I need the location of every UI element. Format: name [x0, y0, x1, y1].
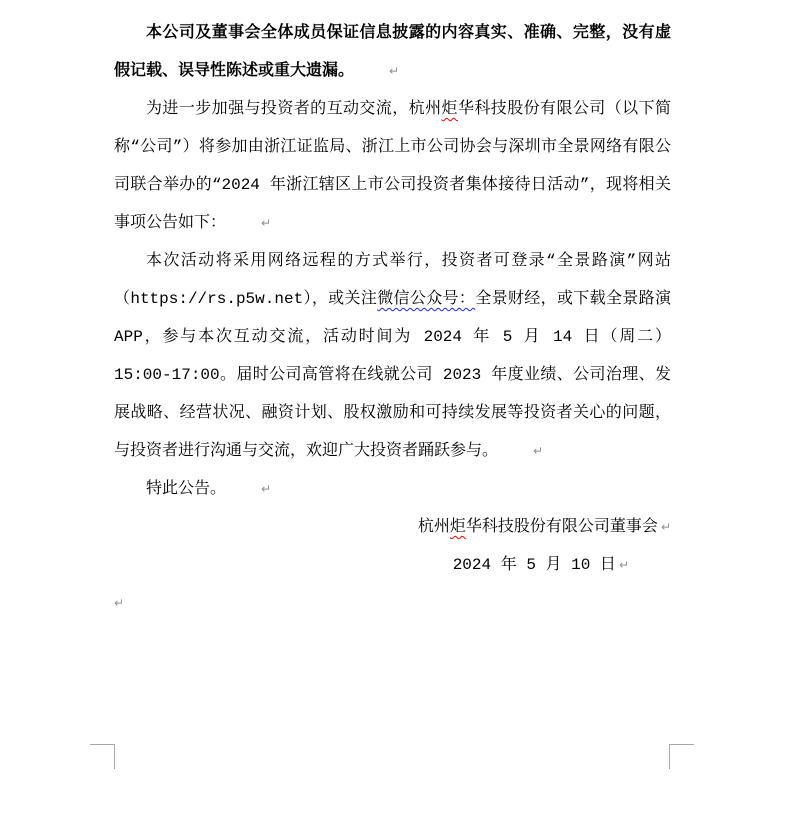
details-text-post: 全景财经，或下载全景路演 APP，参与本次互动交流，活动时间为 2024 年 5 月 14 日（周二）15:00-17:00。届时公司高管将在线就公司 2023 年度业绩、公司治理、发展战略、经营状况、融资计划、股权激励和可持续发展等投资者关心的问题，与投资者进行沟通与交流，欢迎广大投资者踊跃参与。: [114, 290, 671, 460]
document-text-area: [114, 14, 671, 622]
margin-crop-mark-bottom-right: [669, 744, 694, 769]
signature-text-post: 华科技股份有限公司董事会: [465, 518, 658, 536]
paragraph-mark-icon: ↵: [660, 520, 671, 534]
paragraph-mark-icon: ↵: [261, 216, 272, 230]
details-text-pre: 本次活动将采用网络远程的方式举行，投资者可登录“全景路演”网站（https://rs.p5w.net），或关注: [114, 252, 671, 308]
disclaimer-text: 本公司及董事会全体成员保证信息披露的内容真实、准确、完整，没有虚假记载、误导性陈述或重大遗漏。: [114, 24, 671, 80]
grammar-flagged-text: 微信公众号：: [377, 290, 476, 308]
date-text: 2024 年 5 月 10 日: [452, 556, 616, 574]
paragraph-mark-icon: ↵: [114, 596, 125, 610]
signature-text-pre: 杭州: [417, 518, 450, 536]
paragraph-mark-icon: ↵: [261, 482, 272, 496]
paragraph-mark-icon: ↵: [618, 558, 629, 572]
event-details-paragraph: [114, 242, 671, 470]
closing-text: 特此公告。: [146, 480, 227, 498]
disclaimer-paragraph: [114, 14, 671, 90]
spellcheck-flagged-text: 炬: [449, 518, 466, 536]
margin-crop-mark-bottom-left: [90, 744, 115, 769]
date-line: [114, 546, 671, 584]
paragraph-mark-icon: ↵: [389, 64, 400, 78]
intro-paragraph: [114, 90, 671, 242]
paragraph-mark-icon: ↵: [533, 444, 544, 458]
signature-line: [114, 508, 671, 546]
intro-text-post: 华科技股份有限公司（以下简称“公司”）将参加由浙江证监局、浙江上市公司协会与深圳市全景网络有限公司联合举办的“2024 年浙江辖区上市公司投资者集体接待日活动”，现将相关事项公告如下：: [114, 100, 671, 232]
spellcheck-flagged-text: 炬: [441, 100, 458, 118]
empty-paragraph: [114, 584, 671, 622]
intro-text-pre: 为进一步加强与投资者的互动交流，杭州: [146, 100, 442, 118]
closing-paragraph: [114, 470, 671, 508]
